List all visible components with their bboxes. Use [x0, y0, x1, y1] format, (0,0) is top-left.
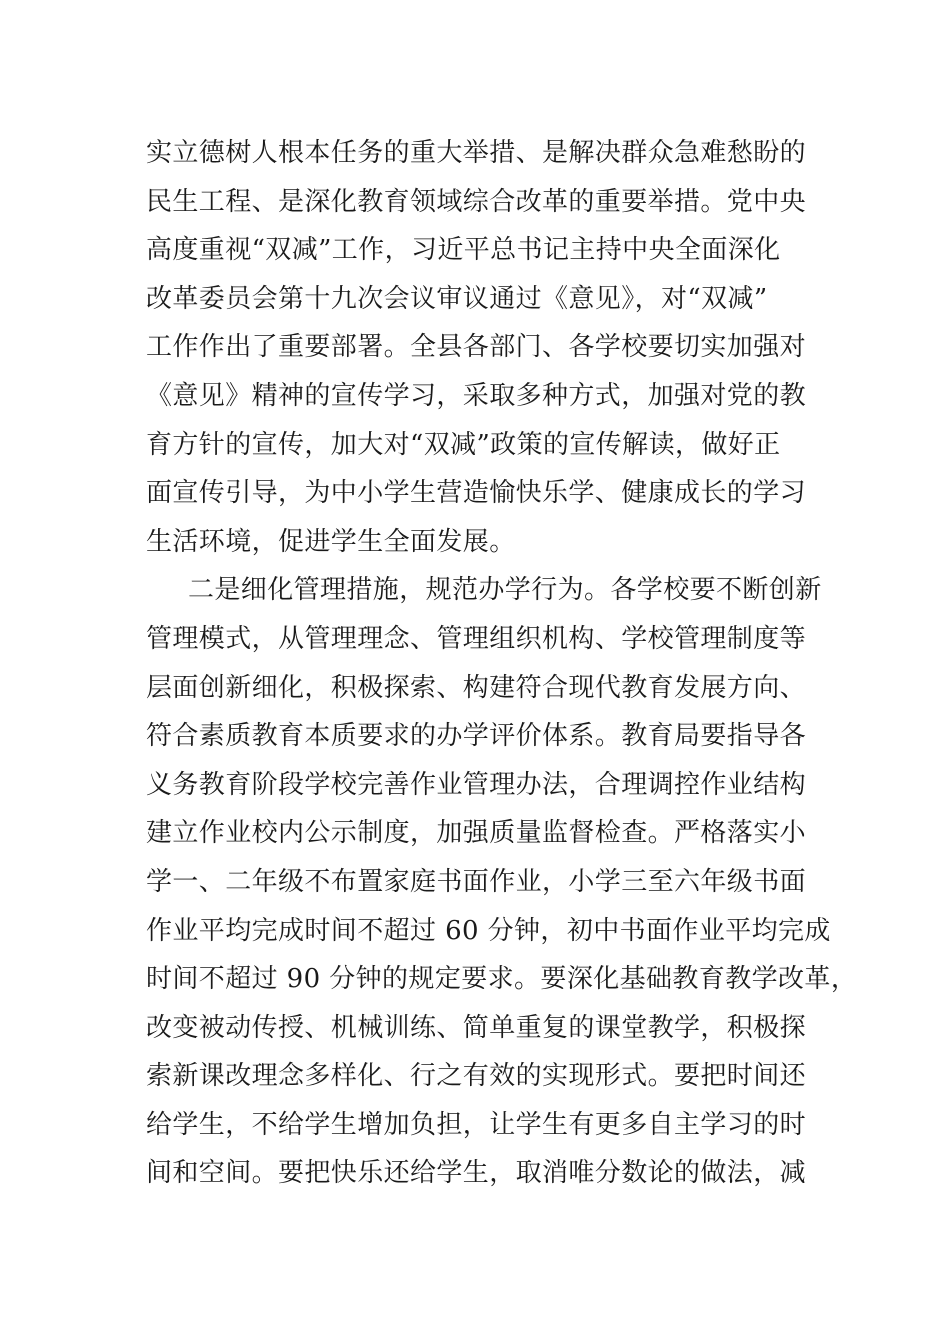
text-line: 育方针的宣传，加大对“双减”政策的宣传解读，做好正 — [146, 429, 781, 460]
text-line: 民生工程、是深化教育领域综合改革的重要举措。党中央 — [146, 186, 807, 217]
text-line: 面宣传引导，为中小学生营造愉快乐学、健康成长的学习 — [146, 478, 807, 509]
text-line: 索新课改理念多样化、行之有效的实现形式。要把时间还 — [146, 1061, 807, 1092]
document-body — [146, 129, 858, 1198]
text-line: 间和空间。要把快乐还给学生，取消唯分数论的做法，减 — [146, 1158, 807, 1189]
text-line: 学一、二年级不布置家庭书面作业，小学三至六年级书面 — [146, 866, 807, 897]
text-line: 高度重视“双减”工作，习近平总书记主持中央全面深化 — [146, 235, 781, 266]
text-line: 管理模式，从管理理念、管理组织机构、学校管理制度等 — [146, 623, 807, 654]
text-line: 层面创新细化，积极探索、构建符合现代教育发展方向、 — [146, 672, 807, 703]
text-line-indented: 二是细化管理措施，规范办学行为。各学校要不断创新 — [188, 575, 822, 606]
text-line: 改革委员会第十九次会议审议通过《意见》，对“双减” — [146, 283, 768, 314]
text-line: 建立作业校内公示制度，加强质量监督检查。严格落实小 — [146, 818, 807, 849]
text-line: 改变被动传授、机械训练、简单重复的课堂教学，积极探 — [146, 1012, 807, 1043]
text-line: 符合素质教育本质要求的办学评价体系。教育局要指导各 — [146, 721, 807, 752]
paragraph-2 — [146, 566, 858, 1198]
text-line: 《意见》精神的宣传学习，采取多种方式，加强对党的教 — [146, 380, 807, 411]
text-line: 工作作出了重要部署。全县各部门、各学校要切实加强对 — [146, 332, 807, 363]
text-line: 义务教育阶段学校完善作业管理办法，合理调控作业结构 — [146, 769, 807, 800]
text-line: 生活环境，促进学生全面发展。 — [146, 526, 516, 557]
text-line: 作业平均完成时间不超过 60 分钟，初中书面作业平均完成 — [146, 915, 831, 946]
paragraph-1 — [146, 129, 846, 566]
text-line: 给学生，不给学生增加负担，让学生有更多自主学习的时 — [146, 1109, 807, 1140]
text-line: 时间不超过 90 分钟的规定要求。要深化基础教育教学改革， — [146, 964, 858, 995]
text-line: 实立德树人根本任务的重大举措、是解决群众急难愁盼的 — [146, 138, 807, 168]
